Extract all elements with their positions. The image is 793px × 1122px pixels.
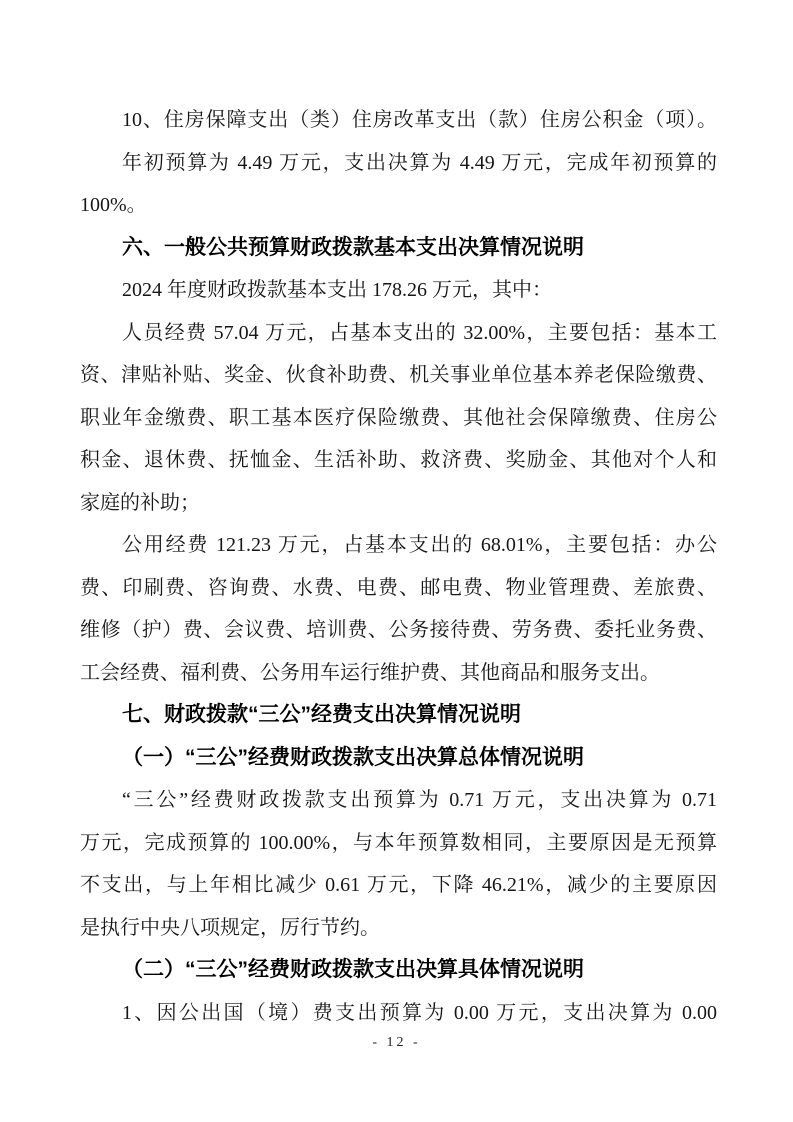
text-line: 2024 年度财政拨款基本支出 178.26 万元，其中： <box>122 279 552 301</box>
section-heading <box>80 694 717 737</box>
text-line: （一）“三公”经费财政拨款支出决算总体情况说明 <box>122 745 584 769</box>
text-line: 不支出，与上年相比减少 0.61 万元，下降 46.21%，减少的主要原因 <box>80 874 717 896</box>
text-line: 是执行中央八项规定，厉行节约。 <box>80 916 380 939</box>
paragraph <box>80 99 717 142</box>
text-line: 人员经费 57.04 万元，占基本支出的 32.00%，主要包括：基本工 <box>122 321 717 344</box>
section-heading <box>80 737 717 780</box>
text-line: 维修（护）费、会议费、培训费、公务接待费、劳务费、委托业务费、 <box>80 619 717 641</box>
paragraph <box>80 992 717 1035</box>
section-heading <box>80 227 717 270</box>
text-line: 六、一般公共预算财政拨款基本支出决算情况说明 <box>122 235 584 259</box>
document-body <box>80 99 717 1034</box>
text-line: 家庭的补助； <box>80 491 200 514</box>
text-line: 年初预算为 4.49 万元，支出决算为 4.49 万元，完成年初预算的 <box>122 151 717 174</box>
text-line: 资、津贴补贴、奖金、伙食补助费、机关事业单位基本养老保险缴费、 <box>80 364 717 386</box>
text-line: 积金、退休费、抚恤金、生活补助、救济费、奖励金、其他对个人和 <box>80 449 717 471</box>
text-line: 100%。 <box>80 194 147 216</box>
section-heading <box>80 949 717 992</box>
paragraph <box>80 779 717 949</box>
text-line: 1、因公出国（境）费支出预算为 0.00 万元，支出决算为 0.00 <box>122 1001 717 1024</box>
paragraph <box>80 312 717 525</box>
text-line: “三公”经费财政拨款支出预算为 0.71 万元，支出决算为 0.71 <box>122 789 717 811</box>
text-line: 公用经费 121.23 万元，占基本支出的 68.01%，主要包括：办公 <box>122 534 717 556</box>
page-footer <box>0 1033 793 1053</box>
text-line: （二）“三公”经费财政拨款支出决算具体情况说明 <box>122 958 584 981</box>
paragraph <box>80 269 717 312</box>
text-line: 费、印刷费、咨询费、水费、电费、邮电费、物业管理费、差旅费、 <box>80 576 717 599</box>
text-line: 10、住房保障支出（类）住房改革支出（款）住房公积金（项）。 <box>122 109 717 131</box>
text-line: 工会经费、福利费、公务用车运行维护费、其他商品和服务支出。 <box>80 661 660 684</box>
text-line: 职业年金缴费、职工基本医疗保险缴费、其他社会保障缴费、住房公 <box>80 406 717 429</box>
text-line: 万元，完成预算的 100.00%，与本年预算数相同，主要原因是无预算 <box>80 831 717 854</box>
paragraph <box>80 524 717 694</box>
page-number: - 12 - <box>372 1035 421 1050</box>
paragraph <box>80 142 717 227</box>
text-line: 七、财政拨款“三公”经费支出决算情况说明 <box>122 703 521 726</box>
